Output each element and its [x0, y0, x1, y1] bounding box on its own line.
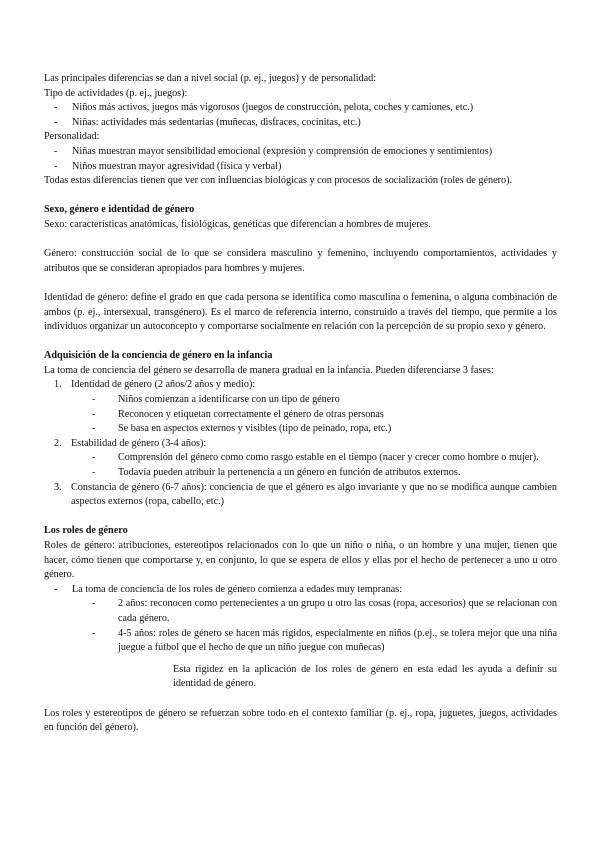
phase-item: 1. Identidad de género (2 años/2 años y medio): [54, 379, 256, 391]
list-item: - Comprensión del género como como rasgo estable en el tiempo (nacer y crecer como hombre o mujer). [92, 452, 539, 464]
list-item: - Niños más activos, juegos más vigorosos (juegos de construcción, pelota, coches y camiones, etc.) [44, 101, 557, 116]
phase-item: 2. Estabilidad de género (3-4 años): [54, 437, 207, 449]
intro-closing: Todas estas diferencias tienen que ver con influencias biológicas y con procesos de socialización (roles de género). [44, 175, 513, 187]
sexo-definition: Sexo: características anatómicas, fisiológicas, genéticas que diferencian a hombres de mujeres. [44, 218, 431, 230]
personality-label: Personalidad: [44, 131, 100, 143]
list-item: - 4-5 años: roles de género se hacen más rígidos, especialmente en niños (p.ej., se tolera mejor que una niña juegue a fútbol que el hecho de que un niño juegue con muñecas) [92, 627, 557, 654]
list-item: - Niñas: actividades más sedentarias (muñecas, disfraces, cocinitas, etc.) [44, 116, 557, 131]
document-page [44, 72, 557, 736]
section-heading: Adquisición de la conciencia de género en la infancia [44, 350, 273, 362]
genero-definition: Género: construcción social de lo que se considera masculino y femenino, incluyendo comportamientos, actividades y atributos que se consideran apropiados para hombres y mujeres. [44, 248, 557, 274]
section-heading: Los roles de género [44, 525, 128, 537]
list-item: - La toma de conciencia de los roles de género comienza a edades muy tempranas: [54, 583, 403, 595]
list-item: - Niñas muestran mayor sensibilidad emocional (expresión y comprensión de emociones y sentimientos) [44, 145, 557, 160]
dash-marker: - [54, 102, 58, 114]
dash-marker: - [54, 145, 58, 157]
list-item: - Niños comienzan a identificarse con un tipo de género [92, 394, 340, 406]
list-item: - Todavía pueden atribuir la pertenencia a un género en función de atributos externos. [92, 467, 461, 479]
list-item: - Reconocen y etiquetan correctamente el género de otras personas [92, 408, 384, 420]
list-item: - Se basa en aspectos externos y visibles (tipo de peinado, ropa, etc.) [92, 423, 392, 435]
dash-marker: - [54, 160, 58, 172]
list-item: - Niños muestran mayor agresividad (física y verbal) [44, 160, 557, 175]
rigidity-note: Esta rigidez en la aplicación de los roles de género en esta edad les ayuda a definir su identidad de género. [173, 663, 557, 690]
list-item: - 2 años: reconocen como pertenecientes a un grupo u otro las cosas (ropa, accesorios) que se relacionan con cada género. [92, 598, 557, 624]
identidad-definition: Identidad de género: define el grado en que cada persona se identifica como masculina o femenina, o alguna combinación de ambos (p. ej., intersexual, transgénero). Es el marco de referencia interno, construido a través del tiempo, que permite a los individuos organizar un autoconcepto y comportarse socialmente en relación con la percepción de su propio sexo y género. [44, 291, 557, 333]
roles-closing: Los roles y estereotipos de género se refuerzan sobre todo en el contexto familiar (p. ej., ropa, juguetes, juegos, actividades en función del género). [44, 707, 557, 734]
phase-item: 3. Constancia de género (6-7 años): conciencia de que el género es algo invariante y que no se modifica aunque cambien aspectos externos (ropa, cabello, etc.) [54, 481, 557, 508]
roles-definition: Roles de género: atribuciones, estereotipos relacionados con lo que un niño o niña, o un hombre y una mujer, tienen que hacer, cómo tienen que comportarse y, en conjunto, lo que se espera de ellos y ellas por el hecho de pertenecer a uno u otro género. [44, 540, 557, 581]
dash-marker: - [54, 116, 58, 128]
activities-label: Tipo de actividades (p. ej., juegos): [44, 87, 188, 99]
intro-line: Las principales diferencias se dan a nivel social (p. ej., juegos) y de personalidad: [44, 73, 377, 84]
section-intro: La toma de conciencia del género se desarrolla de manera gradual en la infancia. Pueden diferenciarse 3 fases: [44, 364, 494, 376]
section-heading: Sexo, género e identidad de género [44, 204, 195, 216]
